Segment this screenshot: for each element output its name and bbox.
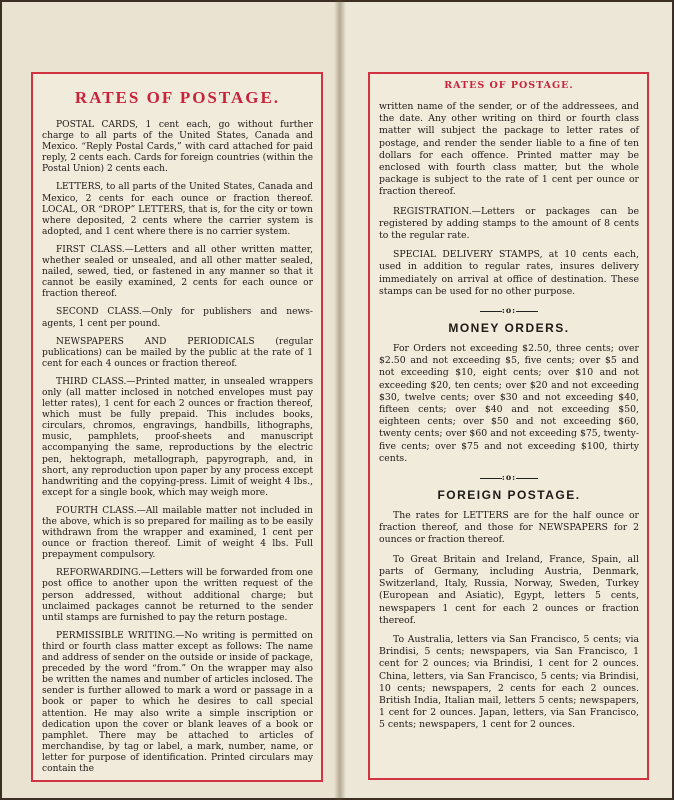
- paragraph-continuation: written name of the sender, or of the addressees, and the date. Any other writing on third or fourth class matter will subject the package to letter rates of postage, and render the sender liable to a fine of ten dollars for each offence. Printed matter may be enclosed with fourth class matter, but the whole package is subject to the rate of 1 cent per ounce or fraction thereof.: [379, 101, 639, 198]
- paragraph-registration: REGISTRATION.—Letters or packages can be registered by adding stamps to the amount of 8 cents to the regular rate.: [379, 205, 639, 242]
- paragraph-australia-asia: To Australia, letters via San Francisco, 5 cents; via Brindisi, 5 cents; newspapers, via San Francisco, 1 cent for 2 ounces; via Brindisi, 1 cent for 2 ounces. China, letters, via San Francisco, 5 cents; via Brindisi, 10 cents; newspapers, 2 cents for each 2 ounces. British India, Italian mail, letters 5 cents; newspapers, 1 cent for 2 ounces. Japan, letters, via San Francisco, 5 cents; newspapers, 1 cent for 2 ounces.: [379, 633, 639, 731]
- paragraph-newspapers: NEWSPAPERS AND PERIODICALS (regular publications) can be mailed by the public at the rate of 1 cent for each 4 ounces or fraction thereof.: [42, 336, 313, 369]
- section-divider: :o:: [379, 305, 639, 315]
- paragraph-postal-cards: POSTAL CARDS, 1 cent each, go without further charge to all parts of the United States, Canada and Mexico. “Reply Postal Cards,” with card attached for paid reply, 2 cents each. Cards for foreign countries (within the Postal Union) 2 cents each.: [42, 120, 313, 175]
- paragraph-permissible-writing: PERMISSIBLE WRITING.—No writing is permitted on third or fourth class matter except as follows: The name and address of sender on the outside or inside of package, preceded by the word “from.” On the wrapper may also be written the names and number of articles inclosed. The sender is further allowed to mark a word or passage in a book or paper to which he desires to call special attention. He may also write a simple inscription or dedication upon the cover or blank leaves of a book or pamphlet. There may be attached to articles of merchandise, by tag or label, a mark, number, name, or letter for purpose of identification. Printed circulars may contain the: [42, 630, 313, 774]
- paragraph-letters: LETTERS, to all parts of the United States, Canada and Mexico, 2 cents for each ounce or fraction thereof. LOCAL, OR “DROP” LETTERS, that is, for the city or town where deposited, 2 cents where the carrier system is adopted, and 1 cent where there is no carrier system.: [42, 182, 313, 237]
- running-header: RATES OF POSTAGE.: [444, 80, 574, 91]
- paragraph-reforwarding: REFORWARDING.—Letters will be forwarded from one post office to another upon the written request of the person addressed, without additional charge; but unclaimed packages cannot be returned to the sender until stamps are furnished to pay the return postage.: [42, 568, 313, 623]
- foreign-postage-title: FOREIGN POSTAGE.: [437, 488, 581, 503]
- paragraph-first-class: FIRST CLASS.—Letters and all other written matter, whether sealed or unsealed, and all other matter sealed, nailed, sewed, tied, or fastened in any manner so that it cannot be easily examined, 2 cents for each ounce or fraction thereof.: [42, 244, 313, 300]
- right-content-frame: [368, 72, 649, 780]
- paragraph-fourth-class: FOURTH CLASS.—All mailable matter not included in the above, which is so prepared for mailing as to be easily withdrawn from the wrapper and examined, 1 cent per ounce or fraction thereof. Limit of weight 4 lbs. Full prepayment compulsory.: [42, 505, 313, 561]
- book-gutter: [334, 0, 346, 800]
- paragraph-europe: To Great Britain and Ireland, France, Spain, all parts of Germany, including Austria, Denmark, Switzerland, Italy, Russia, Norway, Sweden, Turkey (European and Asiatic), Egypt, letters 5 cents, newspapers 1 cent for each 2 ounces or fraction thereof.: [379, 553, 639, 626]
- left-content-frame: [31, 72, 323, 782]
- page-title: RATES OF POSTAGE.: [74, 88, 281, 107]
- paragraph-foreign-rates: The rates for LETTERS are for the half ounce or fraction thereof, and those for NEWSPAPERS for 2 ounces or fraction thereof.: [379, 510, 639, 546]
- left-paragraphs: [42, 120, 313, 775]
- paragraph-special-delivery: SPECIAL DELIVERY STAMPS, at 10 cents each, used in addition to regular rates, insures delivery immediately on arrival at office of destination. These stamps can be used for no other purpose.: [379, 249, 639, 297]
- paragraph-third-class: THIRD CLASS.—Printed matter, in unsealed wrappers only (all matter inclosed in notched envelopes must pay letter rates), 1 cent for each 2 ounces or fraction thereof, which must be fully prepaid. This includes books, circulars, chromos, engravings, handbills, lithographs, music, pamphlets, proof-sheets and manuscript accompanying the same, reproductions by the electric pen, hektograph, metallograph, papyrograph, and, in short, any reproduction upon paper by any process except handwriting and the copying-press. Limit of weight 4 lbs., except for a single book, which may weigh more.: [42, 376, 313, 498]
- paragraph-money-orders: For Orders not exceeding $2.50, three cents; over $2.50 and not exceeding $5, five cents; over $5 and not exceeding $10, eight cents; over $10 and not exceeding $20, ten cents; over $20 and not exceeding $30, twelve cents; over $30 and not exceeding $40, fifteen cents; over $40 and not exceeding $50, eighteen cents; over $50 and not exceeding $60, twenty cents; over $60 and not exceeding $75, twenty-five cents; over $75 and not exceeding $100, thirty cents.: [379, 343, 639, 464]
- paragraph-second-class: SECOND CLASS.—Only for publishers and news-agents, 1 cent per pound.: [42, 307, 313, 329]
- section-divider: :o:: [379, 472, 639, 482]
- money-orders-title: MONEY ORDERS.: [448, 321, 570, 336]
